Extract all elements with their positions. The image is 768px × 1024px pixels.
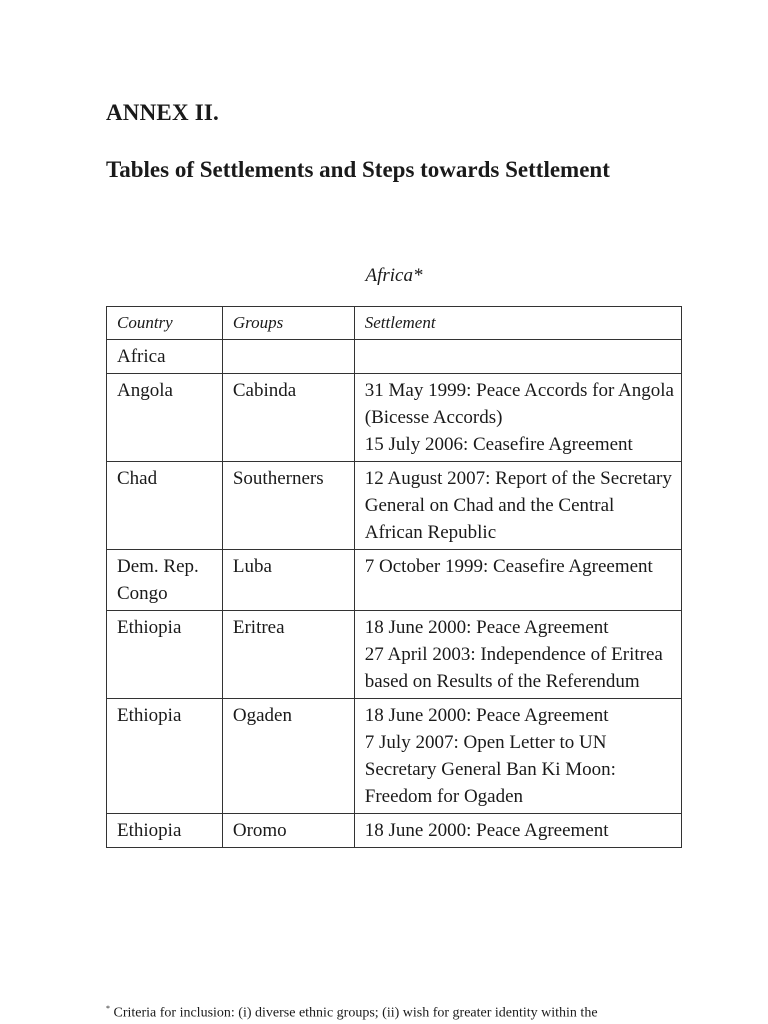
settlement-entry: 18 June 2000: Peace Agreement (364, 705, 609, 726)
cell-settlement (354, 374, 681, 462)
settlement-entry: 18 June 2000: Peace Agreement (364, 617, 609, 638)
table-row (107, 699, 682, 814)
cell-group: Cabinda (222, 374, 354, 462)
table-body (107, 340, 682, 848)
settlement-entry: 12 August 2007: Report of the Secretary General on Chad and the Central African Republic (364, 468, 672, 543)
table-row (107, 550, 682, 611)
annex-heading: ANNEX II. (106, 100, 219, 125)
cell-group: Eritrea (222, 611, 354, 699)
settlement-entry: 15 July 2006: Ceasefire Agreement (364, 434, 633, 455)
table-row (107, 814, 682, 848)
cell-country: Chad (107, 462, 223, 550)
cell-settlement (354, 699, 681, 814)
cell-settlement (354, 611, 681, 699)
cell-settlement (354, 462, 681, 550)
settlement-entry: 7 October 1999: Ceasefire Agreement (364, 556, 653, 577)
footnote (106, 1000, 686, 1023)
page-title: Tables of Settlements and Steps towards Settlement (106, 157, 610, 182)
cell-group (222, 340, 354, 374)
header-groups: Groups (222, 307, 354, 340)
cell-group: Oromo (222, 814, 354, 848)
settlement-entry: 27 April 2003: Independence of Eritrea based on Results of the Referendum (364, 644, 663, 692)
footnote-text: Criteria for inclusion: (i) diverse ethnic groups; (ii) wish for greater identity within the (113, 1005, 598, 1021)
settlement-entry: 18 June 2000: Peace Agreement (364, 820, 609, 841)
footnote-marker: * (106, 1004, 110, 1013)
cell-group: Luba (222, 550, 354, 611)
header-settlement: Settlement (354, 307, 681, 340)
table-header-row (107, 307, 682, 340)
cell-country: Ethiopia (107, 699, 223, 814)
table-row (107, 611, 682, 699)
table-caption: Africa* (365, 265, 423, 286)
cell-settlement (354, 340, 681, 374)
cell-country: Angola (107, 374, 223, 462)
cell-settlement (354, 550, 681, 611)
cell-country: Ethiopia (107, 611, 223, 699)
settlement-entry: 31 May 1999: Peace Accords for Angola (Bicesse Accords) (364, 380, 674, 428)
table-row (107, 462, 682, 550)
cell-country: Africa (107, 340, 223, 374)
cell-country: Dem. Rep. Congo (107, 550, 223, 611)
settlements-table (106, 306, 682, 848)
header-country: Country (107, 307, 223, 340)
table-row (107, 374, 682, 462)
settlement-entry: 7 July 2007: Open Letter to UN Secretary General Ban Ki Moon: Freedom for Ogaden (364, 732, 616, 807)
cell-group: Ogaden (222, 699, 354, 814)
table-row (107, 340, 682, 374)
cell-country: Ethiopia (107, 814, 223, 848)
cell-settlement (354, 814, 681, 848)
cell-group: Southerners (222, 462, 354, 550)
